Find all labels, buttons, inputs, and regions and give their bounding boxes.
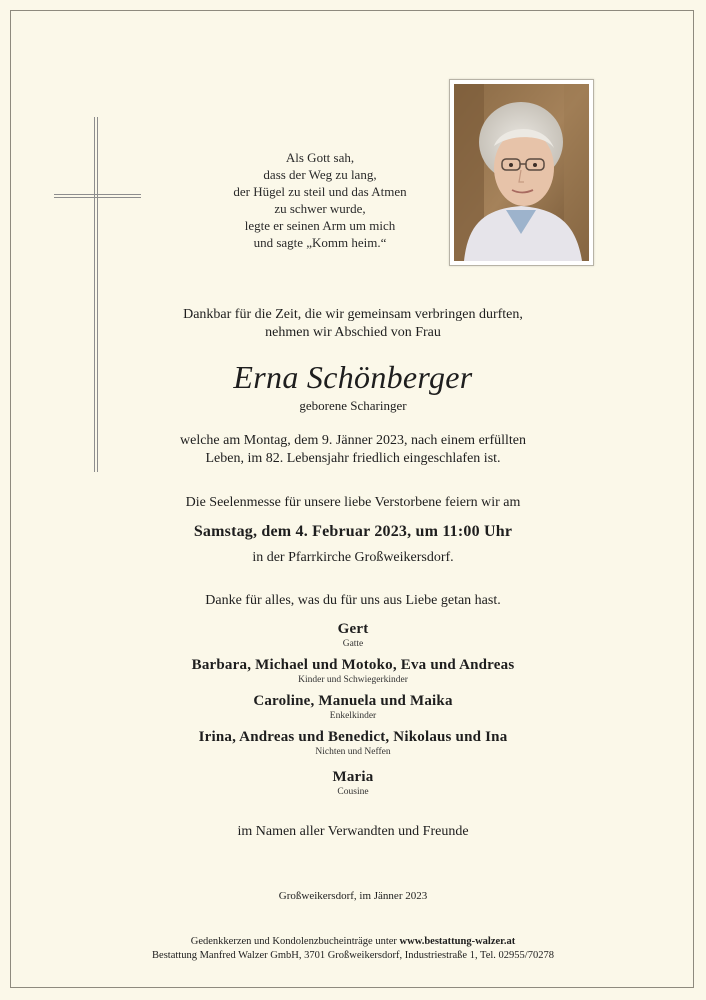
maiden-name: geborene Scharinger: [299, 398, 407, 413]
death-line: Leben, im 82. Lebensjahr friedlich eingeschlafen ist.: [205, 451, 501, 466]
mourner-names: Maria: [332, 769, 374, 785]
mourner-names: Barbara, Michael und Motoko, Eva und Andreas: [191, 657, 515, 673]
mass-place: in der Pfarrkirche Großweikersdorf.: [252, 550, 454, 565]
death-notice: [30, 432, 676, 468]
footer-line-2: Bestattung Manfred Walzer GmbH, 3701 Großweikersdorf, Industriestraße 1, Tel. 02955/70278: [152, 950, 554, 961]
intro-line: nehmen wir Abschied von Frau: [265, 325, 441, 340]
death-line: welche am Montag, dem 9. Jänner 2023, nach einem erfüllten: [180, 433, 526, 448]
mourner-group: [30, 656, 676, 686]
intro-line: Dankbar für die Zeit, die wir gemeinsam verbringen durften,: [183, 307, 523, 322]
mourner-relation: Cousine: [337, 787, 369, 797]
mass-intro: Die Seelenmesse für unsere liebe Verstorbene feiern wir am: [185, 495, 521, 510]
website-link[interactable]: www.bestattung-walzer.at: [399, 936, 516, 947]
poem-line: zu schwer wurde,: [274, 201, 366, 216]
cross-icon: [54, 117, 141, 472]
footer: [30, 935, 676, 963]
mourner-relation: Gatte: [342, 639, 364, 649]
portrait-image: [454, 84, 589, 261]
thanks-text: Danke für alles, was du für uns aus Liebe getan hast.: [205, 593, 501, 608]
poem: [170, 149, 470, 251]
mourner-relation: Nichten und Neffen: [315, 747, 391, 757]
deceased-name: Erna Schönberger: [233, 359, 473, 395]
footer-text: Gedenkkerzen und Kondolenzbucheinträge unter: [190, 936, 400, 947]
mourner-names: Irina, Andreas und Benedict, Nikolaus und Ina: [198, 729, 508, 745]
footer-line-1: [30, 935, 676, 949]
poem-line: legte er seinen Arm um mich: [244, 218, 396, 233]
intro-text: [30, 306, 676, 342]
mass-date: Samstag, dem 4. Februar 2023, um 11:00 Uhr: [193, 523, 513, 540]
family-signature: im Namen aller Verwandten und Freunde: [237, 824, 469, 839]
mourner-group: [30, 620, 676, 650]
mourner-names: Gert: [337, 621, 369, 637]
mourner-relation: Enkelkinder: [329, 711, 377, 721]
mourner-names: Caroline, Manuela und Maika: [253, 693, 453, 709]
mourner-relation: Kinder und Schwiegerkinder: [298, 675, 408, 685]
mourner-group: [30, 692, 676, 722]
poem-line: der Hügel zu steil und das Atmen: [233, 184, 407, 199]
poem-line: Als Gott sah,: [285, 150, 355, 165]
poem-line: und sagte „Komm heim.“: [253, 235, 387, 250]
poem-line: dass der Weg zu lang,: [263, 167, 377, 182]
mourner-group: [30, 728, 676, 758]
portrait-photo: [449, 79, 594, 266]
mourners-list: [30, 620, 676, 804]
place-date: Großweikersdorf, im Jänner 2023: [278, 890, 428, 902]
mourner-group: [30, 768, 676, 798]
